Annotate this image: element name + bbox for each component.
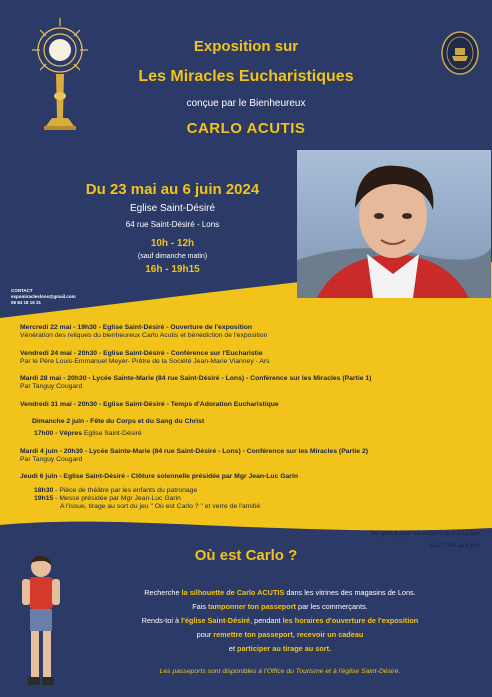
contact-block	[11, 288, 76, 306]
program-item: Vendredi 24 mai - 20h30 - Eglise Saint-Désiré - Conférence sur l'Eucharistie	[20, 349, 263, 357]
title-line-1: Exposition sur	[193, 38, 299, 55]
program-item: 18h30 - Pièce de théâtre par les enfants du patronage	[34, 486, 198, 494]
program-item: Mardi 4 juin - 20h30 - Lycée Sainte-Marie (84 rue Saint-Désiré - Lons) - Conférence sur les Miracles (Partie 2)	[20, 447, 369, 455]
program-item-detail: Par Tanguy Cougard	[20, 455, 83, 463]
program-item: Vendredi 31 mai - 20h30 - Eglise Saint-Désiré - Temps d'Adoration Eucharistique	[20, 400, 279, 408]
title-line-2: Les Miracles Eucharistiques	[138, 68, 354, 85]
program-item: 19h15 - Messe présidée par Mgr Jean-Luc Garin	[34, 494, 181, 502]
program-item: Dimanche 2 juin - Fête du Corps et du Sang du Christ	[32, 418, 205, 426]
event-place: Eglise Saint-Désiré	[129, 203, 216, 214]
program-item: Jeudi 6 juin - Eglise Saint-Désiré - Clôture solennelle présidée par Mgr Jean-Luc Garin	[20, 473, 298, 481]
passport-footnote: Les passeports sont disponibles à l'Office du Tourisme et à l'église Saint-Désiré.	[159, 668, 401, 675]
contact-phone[interactable]: 06 84 18 16 31	[11, 300, 42, 305]
hours-afternoon: 16h - 19h15	[145, 264, 200, 275]
program-item-detail: A l'issue, tirage au sort du jeu " Où est Carlo ? " et verre de l'amitié	[60, 503, 261, 511]
program-item: 17h00 - Vêpres Eglise Saint-Désiré	[34, 430, 142, 438]
where-is-carlo-heading: Où est Carlo ?	[194, 547, 298, 564]
program-item: Mercredi 22 mai - 19h30 - Eglise Saint-Désiré - Ouverture de l'exposition	[20, 324, 253, 331]
contact-label: CONTACT	[11, 288, 33, 293]
carlo-acutis-name: CARLO ACUTIS	[186, 120, 306, 137]
kids-note-line-2: du 23 mai au 6 juin	[429, 543, 480, 549]
kids-note-line-1: Jeu gratuit pour les enfants de 5 à 12 ans	[369, 531, 480, 537]
game-line-5: et participer au tirage au sort.	[228, 644, 332, 653]
carlo-portrait-photo	[297, 150, 491, 298]
program-list	[20, 324, 475, 511]
hours-morning: 10h - 12h	[150, 238, 195, 249]
subtitle: conçue par le Bienheureux	[186, 98, 306, 109]
program-item-detail: Par le Père Louis-Emmanuel Meyer- Prêtre de la Société Jean-Marie Vianney - Ars	[20, 357, 270, 365]
event-dates: Du 23 mai au 6 juin 2024	[85, 181, 260, 198]
event-address: 64 rue Saint-Désiré - Lons	[125, 220, 220, 229]
game-instructions	[80, 586, 480, 656]
hours-note: (sauf dimanche matin)	[137, 253, 208, 260]
game-line-3: Rends-toi à l'église Saint-Désiré, pendant les horaires d'ouverture de l'exposition	[141, 616, 419, 625]
program-item-detail: Vénération des reliques du bienheureux Carlo Acutis et bénédiction de l'exposition	[20, 332, 268, 340]
carlo-silhouette-illustration	[18, 553, 64, 691]
game-line-4: pour remettre ton passeport, recevoir un cadeau	[196, 630, 364, 639]
contact-email[interactable]: expomiracleslons@gmail.com	[11, 294, 76, 299]
game-line-1: Recherche la silhouette de Carlo ACUTIS dans les vitrines des magasins de Lons.	[144, 588, 416, 597]
program-item-detail: Par Tanguy Cougard	[20, 383, 83, 391]
game-line-2: Fais tamponner ton passeport par les commerçants.	[192, 602, 368, 611]
program-item: Mardi 28 mai - 20h30 - Lycée Sainte-Marie (84 rue Saint-Désiré - Lons) - Conférence sur les Miracles (Partie 1)	[20, 375, 372, 383]
